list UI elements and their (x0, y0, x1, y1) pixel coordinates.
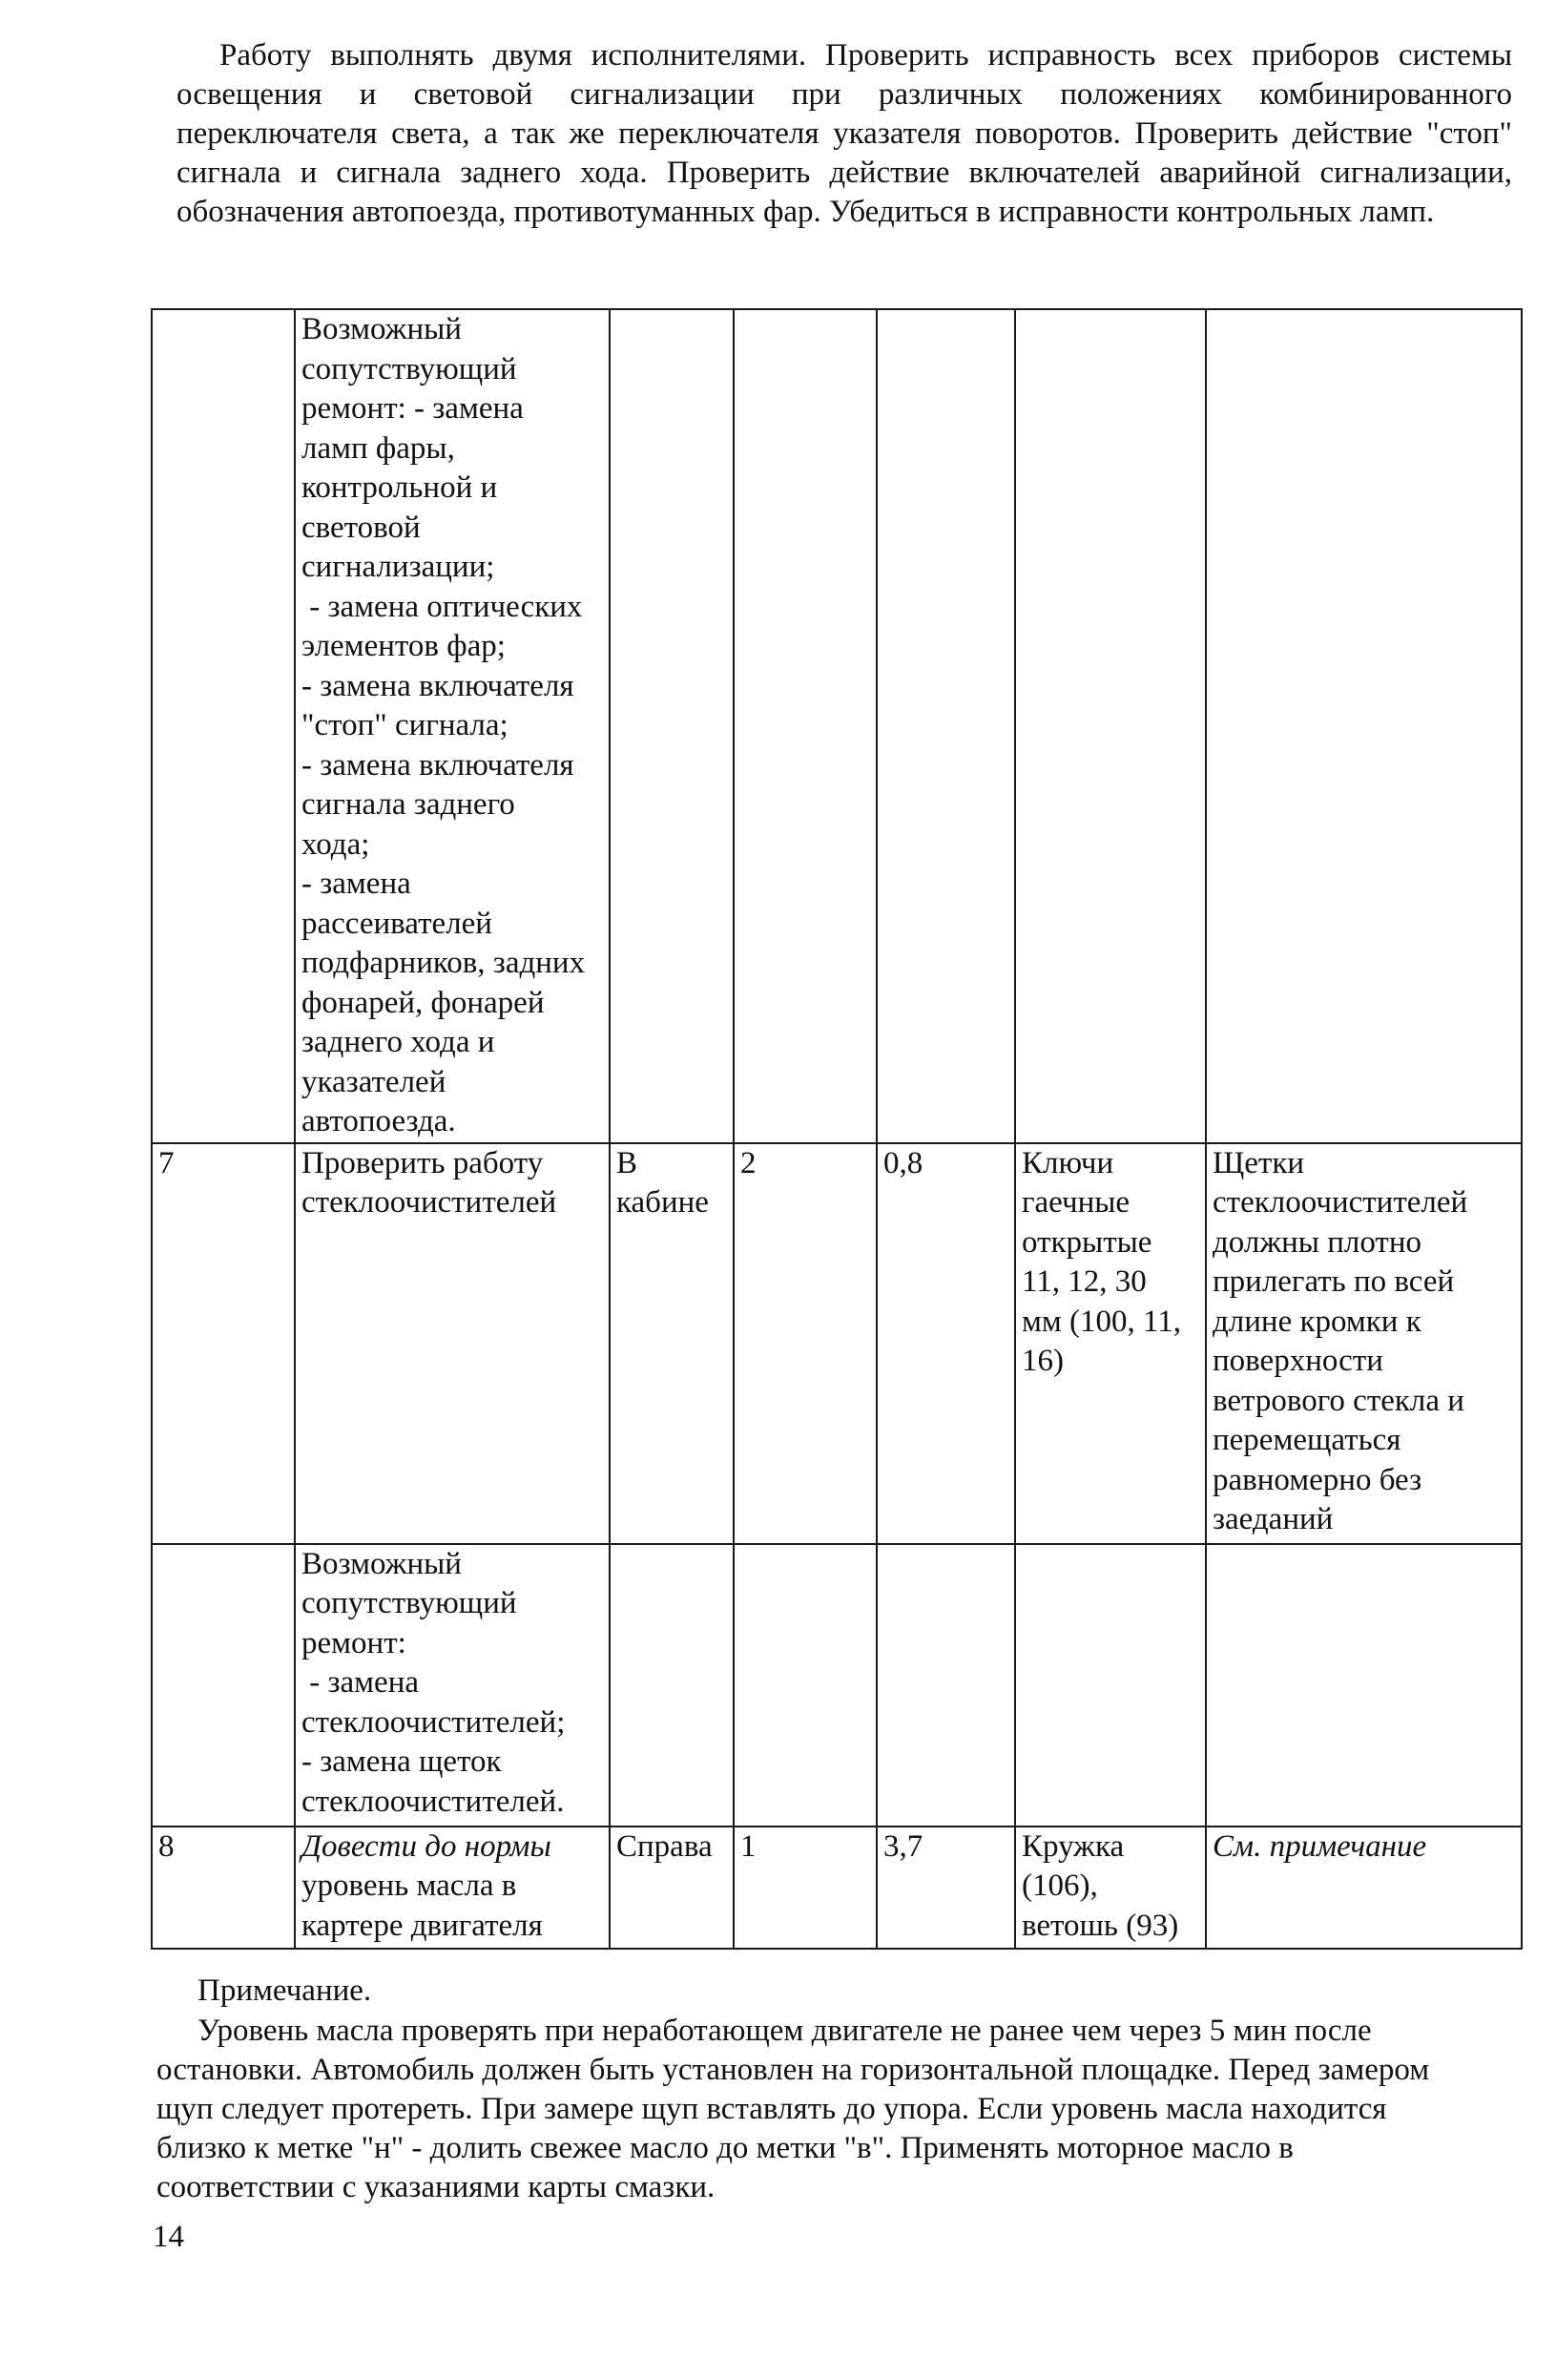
operation-line: сопутствующий (301, 1586, 517, 1620)
maintenance-table (151, 308, 1523, 1950)
cell-labor: 3,7 (877, 1827, 1015, 1949)
tools-line: ветошь (93) (1022, 1908, 1179, 1943)
requirements-line: См. примечание (1213, 1828, 1427, 1864)
operation-line: Довести до нормы (301, 1828, 551, 1864)
place-line: В (616, 1145, 638, 1180)
operation-line: фонарей, фонарей (301, 985, 545, 1020)
tools-line: Ключи (1022, 1145, 1114, 1180)
cell-performers: 1 (734, 1827, 877, 1949)
operation-line: - замена включателя (301, 747, 574, 783)
operation-line: Проверить работу (301, 1145, 544, 1180)
page-number: 14 (153, 2220, 184, 2254)
operation-line: уровень масла в (301, 1869, 517, 1903)
requirements-line: перемещаться (1213, 1423, 1401, 1457)
cell-number: 7 (152, 1143, 295, 1544)
cell-labor (877, 309, 1015, 1143)
cell-place (610, 309, 734, 1143)
intro-paragraph: Работу выполнять двумя исполнителями. Проверить исправность всех приборов системы освещения и световой сигнализации при различных положениях комбинированного переключателя света, а так же переключателя указателя поворотов. Проверить действие "стоп" сигнала и сигнала заднего хода. Проверить действие включателей аварийной сигнализации, обозначения автопоезда, противотуманных фар. Убедиться в исправности контрольных ламп. (176, 38, 1512, 229)
requirements-line: прилегать по всей (1213, 1264, 1455, 1299)
tools-line: мм (100, 11, (1022, 1304, 1182, 1339)
cell-performers (734, 1544, 877, 1827)
tools-line: гаечные (1022, 1185, 1131, 1220)
cell-labor (877, 1544, 1015, 1827)
operation-line: стеклоочистителей; (301, 1704, 566, 1740)
cell-number: 8 (152, 1827, 295, 1949)
tools-line: (106), (1022, 1869, 1098, 1903)
operation-line: Возможный (301, 1546, 462, 1581)
cell-number (152, 1544, 295, 1827)
operation-line: - замена (301, 1665, 420, 1700)
operation-line: "стоп" сигнала; (301, 708, 508, 742)
requirements-line: стеклоочистителей (1213, 1185, 1468, 1220)
operation-line: ремонт: - замена (301, 391, 524, 426)
requirements-line: равномерно без (1213, 1462, 1422, 1497)
cell-performers: 2 (734, 1143, 877, 1544)
requirements-line: заеданий (1213, 1502, 1334, 1536)
cell-labor: 0,8 (877, 1143, 1015, 1544)
table-row (152, 1544, 1522, 1827)
place-line: Справа (616, 1828, 713, 1864)
requirements-line: должны плотно (1213, 1224, 1421, 1260)
operation-line: ремонт: (301, 1625, 406, 1660)
cell-place (610, 1544, 734, 1827)
operation-line: сигнала заднего (301, 787, 515, 822)
cell-place (610, 1143, 734, 1544)
operation-line: - замена включателя (301, 668, 574, 703)
place-line: кабине (616, 1185, 709, 1220)
operation-line: рассеивателей (301, 906, 492, 941)
requirements-line: ветрового стекла и (1213, 1383, 1464, 1418)
requirements-line: поверхности (1213, 1344, 1383, 1378)
operation-line: подфарников, задних (301, 946, 586, 980)
note-title: Примечание. (197, 1973, 372, 2008)
cell-requirements (1206, 309, 1522, 1143)
operation-line: - замена оптических (301, 589, 583, 624)
cell-operation (295, 309, 610, 1143)
tools-line: Кружка (1022, 1828, 1125, 1864)
table-row (152, 1143, 1522, 1544)
tools-line: 11, 12, 30 (1022, 1264, 1147, 1299)
cell-tools (1015, 1544, 1206, 1827)
operation-line: заднего хода и (301, 1025, 495, 1059)
operation-line: - замена (301, 866, 411, 901)
operation-line: ламп фары, (301, 430, 455, 466)
requirements-line: длине кромки к (1213, 1304, 1421, 1339)
tools-line: открытые (1022, 1224, 1152, 1260)
operation-line: контрольной и (301, 470, 498, 505)
operation-line: световой (301, 510, 421, 545)
operation-line: хода; (301, 826, 370, 862)
cell-performers (734, 309, 877, 1143)
cell-operation (295, 1827, 610, 1949)
operation-line: Возможный (301, 312, 462, 346)
operation-line: автопоезда. (301, 1104, 456, 1138)
note-body: Уровень масла проверять при неработающем двигателе не ранее чем через 5 мин после остановки. Автомобиль должен быть установлен на горизонтальной площадке. Перед замером щуп следует протереть. При замере щуп вставлять до упора. Если уровень масла находится близко к метке "н" - долить свежее масло до метки "в". Применять моторное масло в соответствии с указаниями карты смазки. (156, 2014, 1430, 2204)
cell-tools (1015, 309, 1206, 1143)
operation-line: стеклоочистителей. (301, 1784, 565, 1819)
cell-number (152, 309, 295, 1143)
cell-requirements (1206, 1143, 1522, 1544)
cell-place (610, 1827, 734, 1949)
table-row (152, 1827, 1522, 1949)
operation-line: указателей (301, 1064, 446, 1099)
cell-requirements (1206, 1544, 1522, 1827)
cell-operation (295, 1143, 610, 1544)
operation-line: сопутствующий (301, 351, 517, 386)
requirements-line: Щетки (1213, 1145, 1305, 1180)
cell-tools (1015, 1827, 1206, 1949)
operation-line: стеклоочистителей (301, 1185, 557, 1220)
operation-line: картере двигателя (301, 1908, 543, 1943)
cell-requirements (1206, 1827, 1522, 1949)
operation-line: сигнализации; (301, 550, 495, 584)
cell-operation (295, 1544, 610, 1827)
tools-line: 16) (1022, 1344, 1064, 1378)
cell-tools (1015, 1143, 1206, 1544)
operation-line: - замена щеток (301, 1744, 502, 1779)
operation-line: элементов фар; (301, 629, 506, 663)
table-row (152, 309, 1522, 1143)
